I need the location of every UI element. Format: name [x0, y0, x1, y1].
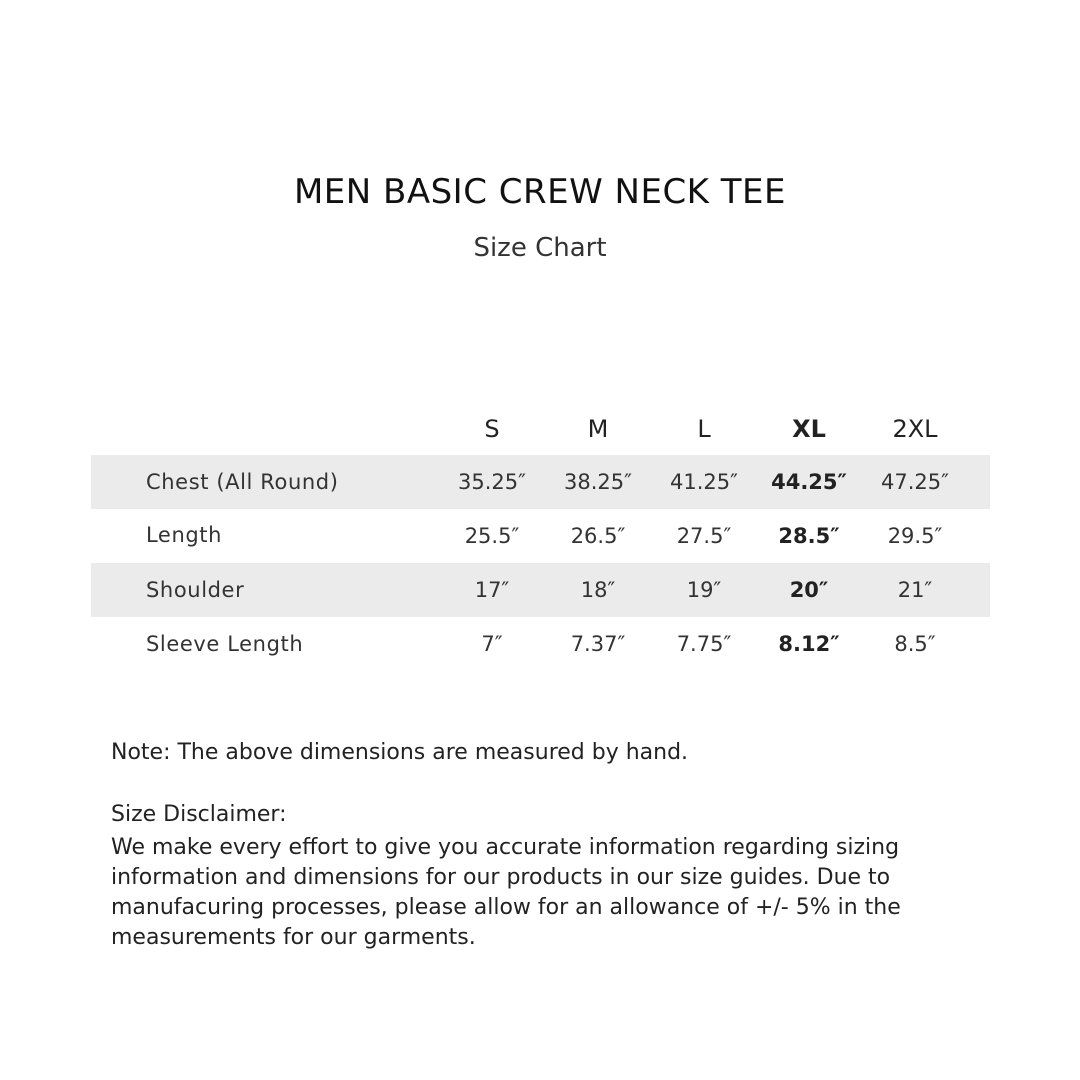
table-cell: 35.25″: [458, 470, 526, 494]
table-row-shoulder: [91, 563, 990, 617]
row-label-length: Length: [146, 523, 223, 547]
table-cell: 17″: [474, 578, 510, 602]
table-row-length: [91, 509, 990, 563]
size-header-s: S: [484, 415, 500, 443]
table-cell-highlight: 44.25″: [771, 470, 847, 494]
table-cell: 29.5″: [887, 524, 943, 548]
page-title: MEN BASIC CREW NECK TEE: [293, 172, 787, 212]
row-label-shoulder: Shoulder: [146, 578, 245, 602]
table-cell: 8.5″: [894, 632, 936, 656]
row-label-chest: Chest (All Round): [146, 470, 339, 494]
table-cell: 27.5″: [676, 524, 732, 548]
size-header-2xl: 2XL: [892, 415, 938, 443]
table-cell: 7.75″: [676, 632, 732, 656]
table-header-row: [91, 402, 990, 455]
table-cell: 38.25″: [564, 470, 632, 494]
size-chart-table: [91, 402, 990, 671]
table-cell: 7.37″: [570, 632, 626, 656]
table-row-chest: [91, 455, 990, 509]
table-cell-highlight: 20″: [789, 578, 829, 602]
table-cell: 47.25″: [881, 470, 949, 494]
size-header-l: L: [697, 415, 711, 443]
size-header-m: M: [587, 415, 609, 443]
disclaimer-text: We make every effort to give you accurate information regarding sizing information and dimensions for our products in our size guides. Due to manufacuring processes, please allow for an allowance of +/- 5% in the measurements for our garments.: [111, 835, 901, 950]
table-cell: 41.25″: [670, 470, 738, 494]
table-cell: 26.5″: [570, 524, 626, 548]
size-header-xl: XL: [792, 415, 826, 443]
table-row-sleeve-length: [91, 617, 990, 671]
table-cell: 7″: [481, 632, 503, 656]
table-cell: 18″: [580, 578, 616, 602]
table-cell-highlight: 28.5″: [778, 524, 840, 548]
page-subtitle: Size Chart: [473, 233, 607, 263]
measurement-note: Note: The above dimensions are measured by hand.: [111, 740, 689, 765]
table-cell: 19″: [686, 578, 722, 602]
row-label-sleeve-length: Sleeve Length: [146, 632, 304, 656]
table-cell: 21″: [897, 578, 933, 602]
disclaimer-title: Size Disclaimer:: [111, 802, 287, 827]
table-cell-highlight: 8.12″: [778, 632, 840, 656]
table-cell: 25.5″: [464, 524, 520, 548]
